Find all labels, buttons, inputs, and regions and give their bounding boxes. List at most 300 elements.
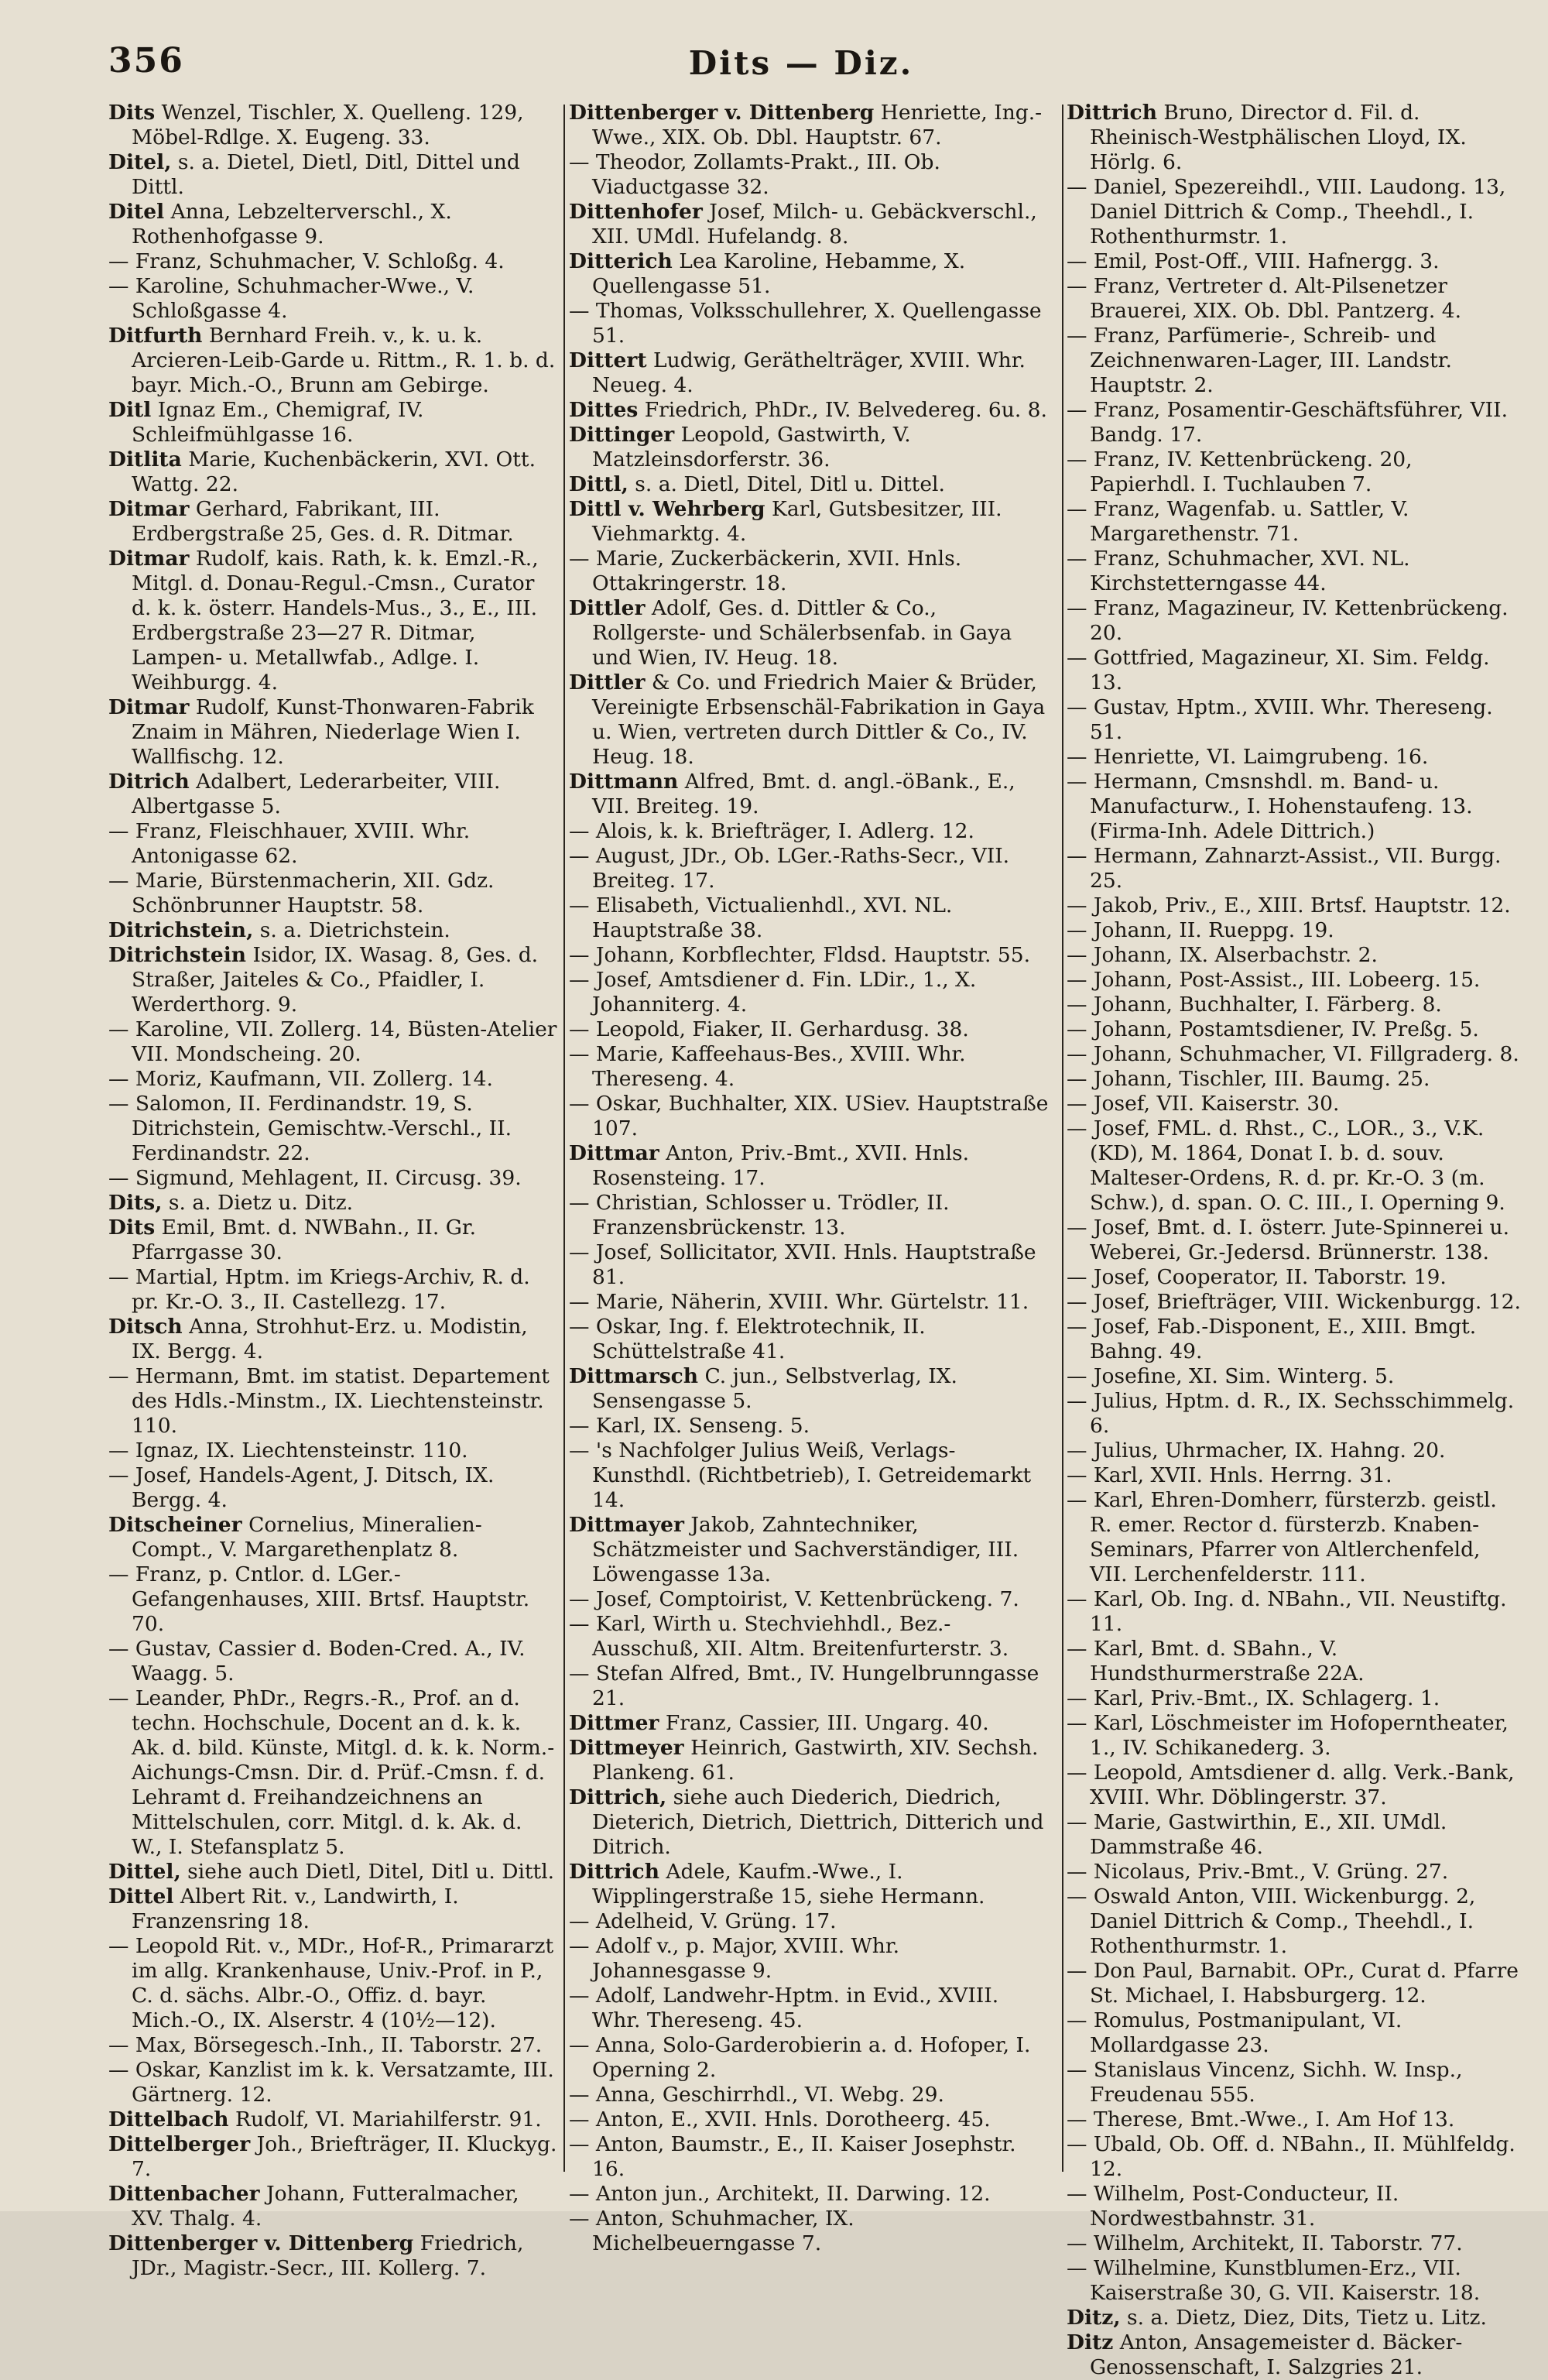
directory-entry <box>1067 2107 1521 2132</box>
directory-entry <box>1067 1587 1521 1637</box>
entry-text: — Anna, Geschirrhdl., VI. Webg. 29. <box>569 2083 944 2107</box>
directory-entry <box>569 1092 1053 1141</box>
directory-entry <box>569 497 1053 547</box>
directory-entry <box>1067 2008 1521 2058</box>
entry-text: — Leopold, Amtsdiener d. allg. Verk.-Bank, XVIII. Whr. Döblingerstr. 37. <box>1067 1761 1515 1809</box>
directory-entry <box>108 1265 557 1315</box>
entry-text: — Karl, Wirth u. Stechviehhdl., Bez.-Ausschuß, XII. Altm. Breitenfurterstr. 3. <box>569 1612 1009 1661</box>
directory-entry <box>108 819 557 869</box>
directory-entry <box>569 1934 1053 1984</box>
directory-entry <box>108 1934 557 2033</box>
entry-text: s. a. Dietrichstein. <box>259 918 450 942</box>
directory-entry <box>108 274 557 324</box>
entry-text: — Anton, E., XVII. Hnls. Dorotheerg. 45. <box>569 2107 991 2131</box>
page-number: 356 <box>108 41 184 81</box>
directory-entry <box>569 1042 1053 1092</box>
directory-entry <box>1067 1860 1521 1884</box>
directory-entry <box>569 1364 1053 1414</box>
directory-entry <box>1067 1042 1521 1067</box>
directory-entry <box>569 101 1053 150</box>
entry-text: — Franz, Magazineur, IV. Kettenbrückeng. 20. <box>1067 596 1509 645</box>
directory-entry <box>569 1439 1053 1513</box>
directory-entry <box>1067 497 1521 547</box>
directory-entry <box>569 1240 1053 1290</box>
directory-entry <box>1067 1686 1521 1711</box>
entry-text: Marie, Kuchenbäckerin, XVI. Ott. Wattg. 22. <box>132 448 536 496</box>
directory-entry <box>569 1141 1053 1191</box>
directory-entry <box>569 200 1053 249</box>
entry-surname: Dits, <box>108 1191 163 1215</box>
entry-text: — Leander, PhDr., Regrs.-R., Prof. an d. techn. Hochschule, Docent an d. k. k. Ak. d. bild. Künste, Mitgl. d. k. k. Norm.-Aichungs-Cmsn. Dir. d. Prüf.-Cmsn. f. d. Lehramt d. Freihandzeichnens an Mittelschulen, corr. Mitgl. d. k. Ak. d. W., I. Stefansplatz 5. <box>108 1686 555 1859</box>
entry-text: — Christian, Schlosser u. Trödler, II. Franzensbrückenstr. 13. <box>569 1191 950 1240</box>
entry-text: Bruno, Director d. Fil. d. Rheinisch-Westphälischen Lloyd, IX. Hörlg. 6. <box>1090 101 1467 174</box>
directory-entry <box>108 1513 557 1562</box>
entry-text: — Max, Börsegesch.-Inh., II. Taborstr. 27. <box>108 2033 543 2057</box>
entry-surname: Dittenberger v. Dittenberg <box>108 2231 414 2255</box>
directory-entry <box>569 2107 1053 2132</box>
directory-entry <box>108 1191 557 1216</box>
entry-text: — Alois, k. k. Briefträger, I. Adlerg. 12. <box>569 819 974 843</box>
directory-entry <box>108 448 557 497</box>
directory-entry <box>1067 1265 1521 1290</box>
directory-entry <box>569 670 1053 770</box>
directory-entry <box>108 398 557 448</box>
directory-entry <box>569 2033 1053 2083</box>
entry-text: — Marie, Näherin, XVIII. Whr. Gürtelstr. 11. <box>569 1290 1029 1314</box>
entry-text: — Wilhelm, Post-Conducteur, II. Nordwestbahnstr. 31. <box>1067 2182 1399 2231</box>
entry-text: — Theodor, Zollamts-Prakt., III. Ob. Viaductgasse 32. <box>569 150 940 199</box>
directory-entry <box>1067 547 1521 596</box>
directory-entry <box>108 695 557 770</box>
entry-text: — Leopold, Fiaker, II. Gerhardusg. 38. <box>569 1017 969 1041</box>
directory-entry <box>569 547 1053 596</box>
entry-text: Adolf, Ges. d. Dittler & Co., Rollgerste- und Schälerbsenfab. in Gaya und Wien, IV. Heug. 18. <box>592 596 1012 670</box>
directory-entry <box>108 1092 557 1166</box>
entry-text: — Stefan Alfred, Bmt., IV. Hungelbrunngasse 21. <box>569 1662 1039 1710</box>
entry-text: — August, JDr., Ob. LGer.-Raths-Secr., VII. Breiteg. 17. <box>569 844 1010 893</box>
directory-entry <box>569 2207 1053 2256</box>
directory-entry <box>108 1686 557 1860</box>
directory-entry <box>569 819 1053 844</box>
entry-surname: Dittel <box>108 1884 174 1908</box>
directory-entry <box>1067 1810 1521 1860</box>
entry-text: — Anton, Schuhmacher, IX. Michelbeuerngasse 7. <box>569 2207 854 2255</box>
entry-text: Adalbert, Lederarbeiter, VIII. Albertgasse 5. <box>132 770 501 818</box>
entry-text: Friedrich, JDr., Magistr.-Secr., III. Kollerg. 7. <box>132 2231 524 2280</box>
entry-surname: Dittmer <box>569 1711 659 1735</box>
entry-text: — Johann, Schuhmacher, VI. Fillgraderg. 8. <box>1067 1042 1519 1066</box>
entry-text: — Julius, Hptm. d. R., IX. Sechsschimmelg. 6. <box>1067 1389 1515 1438</box>
entry-surname: Ditrichstein, <box>108 918 254 942</box>
directory-entry <box>569 1290 1053 1315</box>
entry-text: — Johann, II. Rueppg. 19. <box>1067 918 1334 942</box>
entry-surname: Dittmann <box>569 770 679 794</box>
entry-text: — Jakob, Priv., E., XIII. Brtsf. Hauptstr. 12. <box>1067 893 1511 917</box>
directory-entry <box>108 1860 557 1884</box>
directory-entry <box>108 1463 557 1513</box>
entry-surname: Dittmayer <box>569 1513 684 1537</box>
entry-text: — Josef, VII. Kaiserstr. 30. <box>1067 1092 1340 1116</box>
directory-entry <box>1067 2058 1521 2107</box>
entry-surname: Ditel <box>108 200 165 224</box>
entry-text: — Karl, XVII. Hnls. Herrng. 31. <box>1067 1463 1392 1487</box>
entry-text: Anton, Ansagemeister d. Bäcker-Genossenschaft, I. Salzgries 21. <box>1090 2330 1463 2379</box>
entry-text: — Therese, Bmt.-Wwe., I. Am Hof 13. <box>1067 2107 1455 2131</box>
entry-text: — Hermann, Bmt. im statist. Departement des Hdls.-Minstm., IX. Liechtensteinstr. 110. <box>108 1364 550 1438</box>
entry-text: Friedrich, PhDr., IV. Belvedereg. 6u. 8. <box>644 398 1047 422</box>
entry-surname: Dittmar <box>569 1141 659 1165</box>
directory-entry <box>1067 596 1521 646</box>
entry-surname: Dittelbach <box>108 2107 229 2131</box>
entry-surname: Dittrich <box>569 1860 659 1884</box>
entry-text: — Emil, Post-Off., VIII. Hafnergg. 3. <box>1067 249 1440 273</box>
directory-entry <box>1067 1711 1521 1761</box>
entry-text: — Ignaz, IX. Liechtensteinstr. 110. <box>108 1439 468 1463</box>
entry-text: Henriette, Ing.-Wwe., XIX. Ob. Dbl. Hauptstr. 67. <box>592 101 1043 149</box>
directory-entry <box>1067 175 1521 249</box>
entry-text: — Stanislaus Vincenz, Sichh. W. Insp., Freudenau 555. <box>1067 2058 1463 2107</box>
entry-text: — Oskar, Kanzlist im k. k. Versatzamte, III. Gärtnerg. 12. <box>108 2058 554 2107</box>
directory-entry <box>108 1017 557 1067</box>
entry-text: — Thomas, Volksschullehrer, X. Quellengasse 51. <box>569 299 1042 348</box>
directory-entry <box>108 101 557 150</box>
entry-text: — Josef, Sollicitator, XVII. Hnls. Hauptstraße 81. <box>569 1240 1036 1289</box>
entry-surname: Ditrich <box>108 770 190 794</box>
entry-surname: Ditterich <box>569 249 673 273</box>
directory-entry <box>1067 1488 1521 1587</box>
entry-text: C. jun., Selbstverlag, IX. Sensengasse 5. <box>592 1364 957 1413</box>
directory-entry <box>108 2182 557 2231</box>
directory-entry <box>569 2132 1053 2182</box>
entry-surname: Dits <box>108 1216 156 1240</box>
directory-entry <box>1067 324 1521 398</box>
entry-text: — Franz, Fleischhauer, XVIII. Whr. Antonigasse 62. <box>108 819 471 868</box>
entry-text: s. a. Dietz, Diez, Dits, Tietz u. Litz. <box>1127 2306 1487 2330</box>
entry-surname: Dittenberger v. Dittenberg <box>569 101 875 125</box>
entry-surname: Dittinger <box>569 423 675 447</box>
entry-surname: Ditmar <box>108 497 190 521</box>
directory-entry <box>569 844 1053 893</box>
directory-entry <box>108 547 557 695</box>
entry-text: Johann, Futteralmacher, XV. Thalg. 4. <box>132 2182 519 2231</box>
entry-text: — Adolf, Landwehr-Hptm. in Evid., XVIII. Whr. Thereseng. 45. <box>569 1984 999 2032</box>
directory-entry <box>569 596 1053 670</box>
directory-entry <box>108 1439 557 1463</box>
entry-text: Anna, Lebzelterverschl., X. Rothenhofgasse 9. <box>132 200 452 249</box>
directory-entry <box>569 249 1053 299</box>
entry-text: — Gottfried, Magazineur, XI. Sim. Feldg. 13. <box>1067 646 1490 694</box>
entry-text: — Josef, Cooperator, II. Taborstr. 19. <box>1067 1265 1447 1289</box>
directory-entry <box>1067 943 1521 968</box>
entry-text: — Oskar, Buchhalter, XIX. USiev. Hauptstraße 107. <box>569 1092 1049 1140</box>
directory-entry <box>1067 893 1521 918</box>
entry-surname: Dittel, <box>108 1860 181 1884</box>
entry-text: — Franz, Schuhmacher, XVI. NL. Kirchstetterngasse 44. <box>1067 547 1410 595</box>
entry-surname: Dittenbacher <box>108 2182 260 2206</box>
entry-surname: Ditsch <box>108 1315 183 1339</box>
directory-entry <box>569 2182 1053 2207</box>
entry-text: — Salomon, II. Ferdinandstr. 19, S. Ditrichstein, Gemischtw.-Verschl., II. Ferdinandstr. 22. <box>108 1092 512 1165</box>
entry-text: Jakob, Zahntechniker, Schätzmeister und Sachverständiger, III. Löwengasse 13a. <box>592 1513 1019 1586</box>
directory-entry <box>569 770 1053 819</box>
page-header <box>93 35 1509 97</box>
entry-text: Karl, Gutsbesitzer, III. Viehmarktg. 4. <box>592 497 1002 546</box>
directory-entry <box>1067 2256 1521 2306</box>
directory-entry <box>569 1860 1053 1909</box>
directory-entry <box>569 968 1053 1017</box>
entry-text: — Johann, Tischler, III. Baumg. 25. <box>1067 1067 1430 1091</box>
directory-entry <box>1067 1092 1521 1116</box>
directory-entry <box>1067 770 1521 844</box>
directory-entry <box>569 2083 1053 2107</box>
directory-entry <box>569 1736 1053 1785</box>
entry-text: s. a. Dietz u. Ditz. <box>168 1191 354 1215</box>
entry-text: & Co. und Friedrich Maier & Brüder, Vereinigte Erbsenschäl-Fabrikation in Gaya u. Wien, vertreten durch Dittler & Co., IV. Heug. 18. <box>592 670 1046 769</box>
directory-entry <box>108 1067 557 1092</box>
entry-surname: Ditel, <box>108 150 172 174</box>
entry-surname: Dits <box>108 101 156 125</box>
entry-text: Cornelius, Mineralien-Compt., V. Margarethenplatz 8. <box>132 1513 482 1562</box>
entry-text: Wenzel, Tischler, X. Quelleng. 129, Möbel-Rdlge. X. Eugeng. 33. <box>132 101 524 149</box>
page-title: Dits — Diz. <box>688 44 914 82</box>
entry-text: — Julius, Uhrmacher, IX. Hahng. 20. <box>1067 1439 1446 1463</box>
directory-entry <box>1067 101 1521 175</box>
entry-text: — Adelheid, V. Grüng. 17. <box>569 1909 837 1933</box>
directory-entry <box>108 869 557 918</box>
entry-text: Lea Karoline, Hebamme, X. Quellengasse 51. <box>592 249 966 298</box>
entry-surname: Ditfurth <box>108 324 203 348</box>
directory-entry <box>108 1562 557 1637</box>
directory-entry <box>569 423 1053 472</box>
entry-text: — Wilhelm, Architekt, II. Taborstr. 77. <box>1067 2231 1463 2255</box>
entry-surname: Ditlita <box>108 448 182 472</box>
directory-entry <box>569 1587 1053 1612</box>
directory-entry <box>569 1711 1053 1736</box>
entry-text: Adele, Kaufm.-Wwe., I. Wipplingerstraße 15, siehe Hermann. <box>592 1860 985 1908</box>
directory-entry <box>569 1315 1053 1364</box>
entry-text: — Josef, Amtsdiener d. Fin. LDir., 1., X. Johanniterg. 4. <box>569 968 977 1017</box>
entry-surname: Ditrichstein <box>108 943 247 967</box>
entry-text: — Josef, Handels-Agent, J. Ditsch, IX. Bergg. 4. <box>108 1463 495 1512</box>
directory-entry <box>108 770 557 819</box>
entry-text: — Oskar, Ing. f. Elektrotechnik, II. Schüttelstraße 41. <box>569 1315 926 1363</box>
entry-text: siehe auch Dietl, Ditel, Ditl u. Dittl. <box>187 1860 555 1884</box>
directory-entry <box>1067 1389 1521 1439</box>
entry-text: — Josef, Bmt. d. I. österr. Jute-Spinnerei u. Weberei, Gr.-Jedersd. Brünnerstr. 138. <box>1067 1216 1510 1264</box>
entry-text: Alfred, Bmt. d. angl.-öBank., E., VII. Breiteg. 19. <box>592 770 1015 818</box>
directory-entry <box>1067 993 1521 1017</box>
entry-text: — Karoline, Schuhmacher-Wwe., V. Schloßgasse 4. <box>108 274 474 323</box>
entry-surname: Ditz, <box>1067 2306 1121 2330</box>
directory-entry <box>569 1612 1053 1662</box>
entry-surname: Dittrich <box>1067 101 1157 125</box>
directory-entry <box>108 1364 557 1439</box>
directory-entry <box>569 893 1053 943</box>
entry-text: — Gustav, Hptm., XVIII. Whr. Thereseng. 51. <box>1067 695 1493 744</box>
entry-text: — Karl, Bmt. d. SBahn., V. Hundsthurmerstraße 22A. <box>1067 1637 1365 1686</box>
directory-entry <box>1067 1364 1521 1389</box>
entry-text: Ludwig, Geräthelträger, XVIII. Whr. Neueg. 4. <box>592 348 1026 397</box>
entry-text: — Elisabeth, Victualienhdl., XVI. NL. Hauptstraße 38. <box>569 893 953 942</box>
entry-text: Leopold, Gastwirth, V. Matzleinsdorferstr. 36. <box>592 423 911 472</box>
directory-entry <box>1067 1959 1521 2008</box>
entry-text: Rudolf, kais. Rath, k. k. Emzl.-R., Mitgl. d. Donau-Regul.-Cmsn., Curator d. k. k. österr. Handels-Mus., 3., E., III. Erdbergstraße 23—27 R. Ditmar, Lampen- u. Metallwfab., Adlge. I. Weihburgg. 4. <box>132 547 539 694</box>
directory-entry <box>108 1884 557 1934</box>
entry-text: Josef, Milch- u. Gebäckverschl., XII. UMdl. Hufelandg. 8. <box>592 200 1037 249</box>
directory-entry <box>1067 2231 1521 2256</box>
column-1 <box>108 101 557 2280</box>
directory-entry <box>1067 1315 1521 1364</box>
directory-entry <box>1067 448 1521 497</box>
directory-entry <box>569 1414 1053 1439</box>
entry-text: — Don Paul, Barnabit. OPr., Curat d. Pfarre St. Michael, I. Habsburgerg. 12. <box>1067 1959 1519 2008</box>
directory-entry <box>569 472 1053 497</box>
entry-text: Ignaz Em., Chemigraf, IV. Schleifmühlgasse 16. <box>132 398 424 447</box>
entry-text: — Anna, Solo-Garderobierin a. d. Hofoper, I. Operning 2. <box>569 2033 1031 2082</box>
entry-text: — Karl, Ehren-Domherr, fürsterzb. geistl. R. emer. Rector d. fürsterzb. Knaben-Seminars, Pfarrer von Altlerchenfeld, VII. Lerchenfelderstr. 111. <box>1067 1488 1497 1586</box>
entry-surname: Ditmar <box>108 695 190 719</box>
directory-entry <box>569 299 1053 348</box>
directory-entry <box>569 398 1053 423</box>
entry-text: — Franz, Vertreter d. Alt-Pilsenetzer Brauerei, XIX. Ob. Dbl. Pantzerg. 4. <box>1067 274 1462 323</box>
entry-text: — Martial, Hptm. im Kriegs-Archiv, R. d. pr. Kr.-O. 3., II. Castellezg. 17. <box>108 1265 530 1314</box>
entry-text: — Hermann, Zahnarzt-Assist., VII. Burgg. 25. <box>1067 844 1502 893</box>
directory-entry <box>1067 1290 1521 1315</box>
entry-text: — Wilhelmine, Kunstblumen-Erz., VII. Kaiserstraße 30, G. VII. Kaiserstr. 18. <box>1067 2256 1481 2305</box>
directory-entry <box>1067 918 1521 943</box>
entry-text: Rudolf, VI. Mariahilferstr. 91. <box>235 2107 542 2131</box>
entry-text: — Johann, Postamtsdiener, IV. Preßg. 5. <box>1067 1017 1479 1041</box>
directory-entry <box>569 1513 1053 1587</box>
entry-text: — Oswald Anton, VIII. Wickenburgg. 2, Daniel Dittrich & Comp., Theehdl., I. Rothenthurmstr. 1. <box>1067 1884 1476 1958</box>
directory-entry <box>108 497 557 547</box>
entry-text: — Franz, Posamentir-Geschäftsführer, VII. Bandg. 17. <box>1067 398 1508 447</box>
directory-entry <box>1067 398 1521 448</box>
entry-text: — 's Nachfolger Julius Weiß, Verlags-Kunsthdl. (Richtbetrieb), I. Getreidemarkt 14. <box>569 1439 1032 1512</box>
entry-text: — Gustav, Cassier d. Boden-Cred. A., IV. Waagg. 5. <box>108 1637 526 1686</box>
entry-text: Emil, Bmt. d. NWBahn., II. Gr. Pfarrgasse 30. <box>132 1216 477 1264</box>
directory-entry <box>108 2231 557 2281</box>
directory-entry <box>569 1017 1053 1042</box>
directory-entry <box>108 150 557 200</box>
entry-text: — Karl, Ob. Ing. d. NBahn., VII. Neustiftg. 11. <box>1067 1587 1507 1636</box>
entry-text: — Sigmund, Mehlagent, II. Circusg. 39. <box>108 1166 522 1190</box>
entry-surname: Dittler <box>569 596 646 620</box>
entry-text: Joh., Briefträger, II. Kluckyg. 7. <box>132 2132 557 2181</box>
directory-entry <box>108 2058 557 2107</box>
directory-entry <box>1067 1463 1521 1488</box>
directory-entry <box>1067 1637 1521 1686</box>
entry-text: — Franz, IV. Kettenbrückeng. 20, Papierhdl. I. Tuchlauben 7. <box>1067 448 1413 496</box>
directory-entry <box>569 1909 1053 1934</box>
entry-text: — Moriz, Kaufmann, VII. Zollerg. 14. <box>108 1067 493 1091</box>
entry-text: — Anton, Baumstr., E., II. Kaiser Josephstr. 16. <box>569 2132 1016 2181</box>
directory-entry <box>569 1984 1053 2033</box>
entry-text: — Karl, Löschmeister im Hofoperntheater, 1., IV. Schikanederg. 3. <box>1067 1711 1509 1760</box>
entry-text: — Henriette, VI. Laimgrubeng. 16. <box>1067 745 1429 769</box>
directory-entry <box>108 324 557 398</box>
entry-text: — Hermann, Cmsnshdl. m. Band- u. Manufacturw., I. Hohenstaufeng. 13. (Firma-Inh. Adele Dittrich.) <box>1067 770 1473 843</box>
entry-text: s. a. Dietel, Dietl, Ditl, Dittel und Dittl. <box>132 150 520 199</box>
entry-text: — Adolf v., p. Major, XVIII. Whr. Johannesgasse 9. <box>569 1934 900 1983</box>
directory-entry <box>1067 1439 1521 1463</box>
directory-entry <box>108 1315 557 1364</box>
directory-entry <box>569 348 1053 398</box>
entry-text: siehe auch Diederich, Diedrich, Dieterich, Dietrich, Diettrich, Ditterich und Ditrich. <box>592 1785 1044 1859</box>
entry-text: — Franz, Wagenfab. u. Sattler, V. Margarethenstr. 71. <box>1067 497 1409 546</box>
directory-entry <box>108 943 557 1017</box>
directory-entry <box>1067 1067 1521 1092</box>
entry-text: — Leopold Rit. v., MDr., Hof-R., Primararzt im allg. Krankenhause, Univ.-Prof. in P., C. d. sächs. Albr.-O., Offiz. d. bayr. Mich.-O., IX. Alserstr. 4 (10½—12). <box>108 1934 554 2032</box>
directory-entry <box>1067 695 1521 745</box>
directory-entry <box>108 1166 557 1191</box>
directory-entry <box>1067 844 1521 893</box>
directory-entry <box>569 943 1053 968</box>
entry-surname: Dittler <box>569 670 646 694</box>
entry-text: Bernhard Freih. v., k. u. k. Arcieren-Leib-Garde u. Rittm., R. 1. b. d. bayr. Mich.-O., Brunn am Gebirge. <box>132 324 556 397</box>
entry-text: — Romulus, Postmanipulant, VI. Mollardgasse 23. <box>1067 2008 1402 2057</box>
directory-entry <box>108 2107 557 2132</box>
directory-entry <box>569 150 1053 200</box>
directory-entry <box>1067 968 1521 993</box>
entry-text: — Marie, Bürstenmacherin, XII. Gdz. Schönbrunner Hauptstr. 58. <box>108 869 495 917</box>
directory-entry <box>108 2132 557 2182</box>
directory-entry <box>108 249 557 274</box>
directory-entry <box>1067 646 1521 695</box>
entry-surname: Ditl <box>108 398 152 422</box>
column-3 <box>1067 101 1521 2379</box>
directory-entry <box>569 1785 1053 1860</box>
entry-text: — Josefine, XI. Sim. Winterg. 5. <box>1067 1364 1395 1388</box>
directory-entry <box>1067 1116 1521 1216</box>
entry-surname: Dittenhofer <box>569 200 703 224</box>
entry-text: Anna, Strohhut-Erz. u. Modistin, IX. Bergg. 4. <box>132 1315 528 1363</box>
directory-entry <box>108 918 557 943</box>
entry-surname: Dittmeyer <box>569 1736 684 1760</box>
entry-surname: Dittl, <box>569 472 628 496</box>
entry-text: Anton, Priv.-Bmt., XVII. Hnls. Rosensteing. 17. <box>592 1141 970 1190</box>
entry-text: — Anton jun., Architekt, II. Darwing. 12. <box>569 2182 991 2206</box>
entry-text: — Josef, FML. d. Rhst., C., LOR., 3., V.K. (KD), M. 1864, Donat I. b. d. souv. Malteser-Ordens, R. d. pr. Kr.-O. 3 (m. Schw.), d. span. O. C. III., I. Operning 9. <box>1067 1116 1505 1215</box>
entry-text: — Johann, Korbflechter, Fldsd. Hauptstr. 55. <box>569 943 1031 967</box>
entry-text: — Daniel, Spezereihdl., VIII. Laudong. 13, Daniel Dittrich & Comp., Theehdl., I. Rothenthurmstr. 1. <box>1067 175 1506 249</box>
entry-surname: Dittes <box>569 398 639 422</box>
directory-entry <box>569 1662 1053 1711</box>
directory-entry <box>1067 2306 1521 2330</box>
entry-text: — Karl, IX. Senseng. 5. <box>569 1414 810 1438</box>
entry-text: — Franz, p. Cntlor. d. LGer.-Gefangenhauses, XIII. Brtsf. Hauptstr. 70. <box>108 1562 530 1636</box>
directory-entry <box>1067 1017 1521 1042</box>
entry-text: — Marie, Gastwirthin, E., XII. UMdl. Dammstraße 46. <box>1067 1810 1447 1859</box>
entry-text: — Karoline, VII. Zollerg. 14, Büsten-Atelier VII. Mondscheing. 20. <box>108 1017 557 1066</box>
directory-entry <box>108 1637 557 1686</box>
directory-entry <box>1067 745 1521 770</box>
entry-surname: Dittrich, <box>569 1785 667 1809</box>
entry-text: — Franz, Schuhmacher, V. Schloßg. 4. <box>108 249 505 273</box>
entry-text: — Franz, Parfümerie-, Schreib- und Zeichnenwaren-Lager, III. Landstr. Hauptstr. 2. <box>1067 324 1452 397</box>
entry-text: Gerhard, Fabrikant, III. Erdbergstraße 25, Ges. d. R. Ditmar. <box>132 497 514 546</box>
entry-text: — Ubald, Ob. Off. d. NBahn., II. Mühlfeldg. 12. <box>1067 2132 1515 2181</box>
entry-text: — Marie, Zuckerbäckerin, XVII. Hnls. Ottakringerstr. 18. <box>569 547 962 595</box>
directory-entry <box>1067 274 1521 324</box>
entry-text: — Johann, IX. Alserbachstr. 2. <box>1067 943 1378 967</box>
entry-text: Heinrich, Gastwirth, XIV. Sechsh. Plankeng. 61. <box>592 1736 1039 1785</box>
entry-surname: Dittmarsch <box>569 1364 699 1388</box>
entry-text: Isidor, IX. Wasag. 8, Ges. d. Straßer, Jaiteles & Co., Pfaidler, I. Werderthorg. 9. <box>132 943 539 1017</box>
directory-entry <box>108 1216 557 1265</box>
directory-entry <box>1067 2132 1521 2182</box>
directory-entry <box>1067 1884 1521 1959</box>
